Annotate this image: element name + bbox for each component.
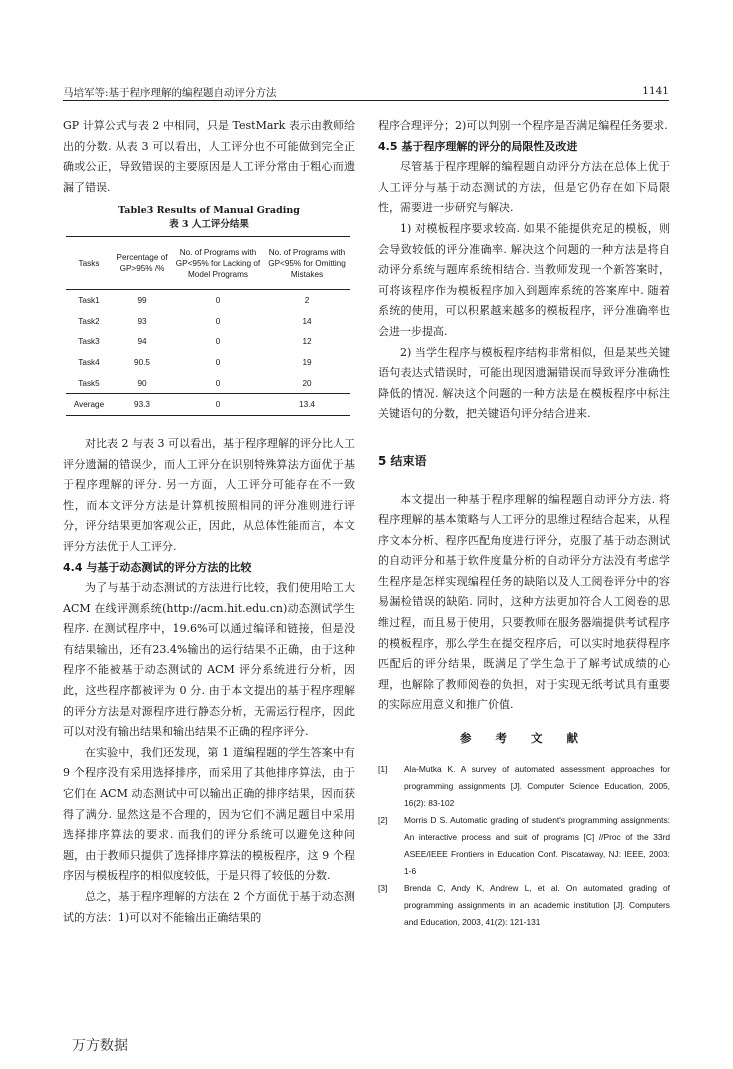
- left-column: [63, 116, 355, 928]
- section-heading: 4.4 与基于动态测试的评分方法的比较: [63, 560, 252, 574]
- table-row: [66, 290, 350, 311]
- reference-text: Ala-Mutka K. A survey of automated assessment approaches for programming assignments [J]. Computer Science Education, 2005, 16(2): 83-102: [404, 763, 670, 808]
- table-cell: 90: [137, 378, 147, 388]
- table-caption-zh: 表 3 人工评分结果: [169, 219, 249, 231]
- table-cell: 20: [302, 378, 312, 388]
- reference-text: Morris D S. Automatic grading of student's programming assignments: An interactive process and suit of programs [C] //Proc of the 33rd ASEE/IEEE Frontiers in Education Conf. Piscataway, NJ: IEEE, 2003: 1-6: [404, 814, 670, 876]
- reference-number: [2]: [378, 814, 388, 825]
- table-row: [66, 332, 350, 353]
- table-cell: 99: [137, 296, 147, 306]
- section-heading: 5 结束语: [378, 453, 427, 468]
- footer-watermark: 万方数据: [72, 1038, 128, 1054]
- paragraph: 为了与基于动态测试的方法进行比较，我们使用哈工大 ACM 在线评测系统(http://acm.hit.edu.cn)动态测试学生程序. 在测试程序中，19.6%可以通过编译和链接，但是没有结果输出，还有23.4%输出的运行结果不正确，由于这种程序不能被基于动态测试的 ACM 评分系统进行分析，因此，这些程序都被评为 0 分. 由于本文提出的基于程序理解的评分方法是对源程序进行静态分析，无需运行程序，因此可以对没有输出结果和输出结果不正确的程序评分.: [63, 581, 355, 739]
- table-row: [66, 311, 350, 332]
- table-cell: Task2: [78, 316, 100, 326]
- table-cell: 2: [304, 296, 310, 306]
- reference-number: [3]: [378, 882, 388, 893]
- paragraph: 1) 对模板程序要求较高. 如果不能提供充足的模板，则会导致较低的评分准确率. 解决这个问题的一种方法是将自动评分系统与题库系统相结合. 当教师发现一个新答案时，可将该程序作为模板程序加入到题库系统的答案库中. 随着系统的使用，可以积累越来越多的模板程序，评分准确率也会进一步提高.: [378, 221, 670, 338]
- table-average-row: [66, 394, 350, 416]
- table-header: Tasks: [78, 258, 100, 268]
- table-cell: 12: [302, 337, 312, 347]
- table-caption-en: Table3 Results of Manual Grading: [118, 205, 300, 217]
- table-cell: 13.4: [299, 400, 315, 410]
- table-header: Percentage of GP>95% /%: [116, 253, 168, 274]
- table-row: [66, 373, 350, 394]
- table-cell: 90.5: [134, 357, 150, 367]
- reference-item: [378, 761, 670, 812]
- page-number: 1141: [642, 85, 669, 97]
- table-cell: Task1: [78, 296, 100, 306]
- table-cell: 0: [215, 337, 221, 347]
- table-header-row: [66, 237, 350, 290]
- table-cell: Task4: [78, 357, 100, 367]
- table-cell: 0: [215, 316, 221, 326]
- reference-item: [378, 812, 670, 880]
- right-column: [378, 116, 670, 931]
- reference-text: Brenda C, Andy K, Andrew L, et al. On automated grading of programming assignments in an academic institution [J]. Computers and Education, 2003, 41(2): 121-131: [404, 882, 670, 927]
- paragraph: 本文提出一种基于程序理解的编程题自动评分方法. 将程序理解的基本策略与人工评分的思维过程结合起来，从程序文本分析、程序匹配角度进行评分，克服了基于动态测试的自动评分和基于软件度量分析的自动评分方法没有考虑学生程序是怎样实现编程任务的缺陷以及人工阅卷评分中的容易漏检错误的缺陷. 同时，这种方法更加符合人工阅卷的思维过程，而且易于使用，只要教师在服务器端提供考试程序的模板程序，那么学生在提交程序后，可以实时地获得程序匹配后的评分结果，既满足了学生急于了解考试成绩的心理，也解除了教师阅卷的负担，对于实现无纸考试具有重要的实际应用意义和推广价值.: [378, 492, 670, 712]
- reference-item: [378, 880, 670, 931]
- table-cell: 19: [302, 357, 312, 367]
- table-cell: 94: [137, 337, 147, 347]
- paragraph: 对比表 2 与表 3 可以看出，基于程序理解的评分比人工评分遗漏的错误少，而人工评分在识别特殊算法方面优于基于程序理解的评分. 另一方面，人工评分可能存在不一致性，而本文评分方法是计算机按照相同的评分准则进行评分，评分结果更加客观公正，因此，从总体性能而言，本文评分方法优于人工评分.: [63, 436, 355, 553]
- running-header: [63, 84, 669, 101]
- paragraph: 2) 当学生程序与模板程序结构非常相似，但是某些关键语句表达式错误时，可能出现因遗漏错误而导致评分准确性降低的情况. 解决这个问题的一种方法是在模板程序中标注关键语句的分数，把关键语句评分结合进来.: [378, 345, 670, 421]
- table-cell: 93.3: [134, 400, 150, 410]
- paragraph: 程序合理评分；2)可以判别一个程序是否满足编程任务要求.: [378, 119, 668, 132]
- table-header: No. of Programs with GP<95% for Omitting Mistakes: [268, 247, 346, 279]
- paragraph: 尽管基于程序理解的编程题自动评分方法在总体上优于人工评分与基于动态测试的方法，但是它仍存在如下局限性，需要进一步研究与解决.: [378, 160, 670, 215]
- table-cell: 0: [215, 400, 221, 410]
- table-cell: 0: [215, 357, 221, 367]
- results-table: [66, 236, 350, 416]
- table-cell: 0: [215, 378, 221, 388]
- table-row: [66, 352, 350, 373]
- table-cell: Average: [73, 400, 105, 410]
- paragraph: 在实验中，我们还发现，第 1 道编程题的学生答案中有 9 个程序没有采用选择排序，而采用了其他排序算法，由于它们在 ACM 动态测试中可以输出正确的排序结果，因而获得了满分. 显然这是不合理的，因为它们不满足题目中采用选择排序算法的要求. 而我们的评分系统可以避免这种问题，由于教师只提供了选择排序算法的模板程序，这 9 个程序因与模板程序的相似度较低，于是只得了较低的分数.: [63, 745, 355, 883]
- table-cell: 0: [215, 296, 221, 306]
- table-cell: Task3: [78, 337, 100, 347]
- table-cell: 93: [137, 316, 147, 326]
- reference-number: [1]: [378, 763, 388, 774]
- section-heading: 4.5 基于程序理解的评分的局限性及改进: [378, 139, 578, 153]
- paragraph: 总之，基于程序理解的方法在 2 个方面优于基于动态测试的方法：1)可以对不能输出正确结果的: [63, 890, 355, 924]
- header-title: 马培军等:基于程序理解的编程题自动评分方法: [63, 87, 277, 99]
- references-heading: 参 考 文 献: [459, 731, 588, 746]
- table-header: No. of Programs with GP<95% for Lacking of Model Programs: [175, 247, 261, 279]
- paragraph: GP 计算公式与表 2 中相同，只是 TestMark 表示由教师给出的分数. 从表 3 可以看出，人工评分也不可能做到完全正确或公正，导致错误的主要原因是人工评分常由于粗心而遗漏了错误.: [63, 119, 355, 194]
- table-cell: Task5: [78, 378, 100, 388]
- table-cell: 14: [302, 316, 312, 326]
